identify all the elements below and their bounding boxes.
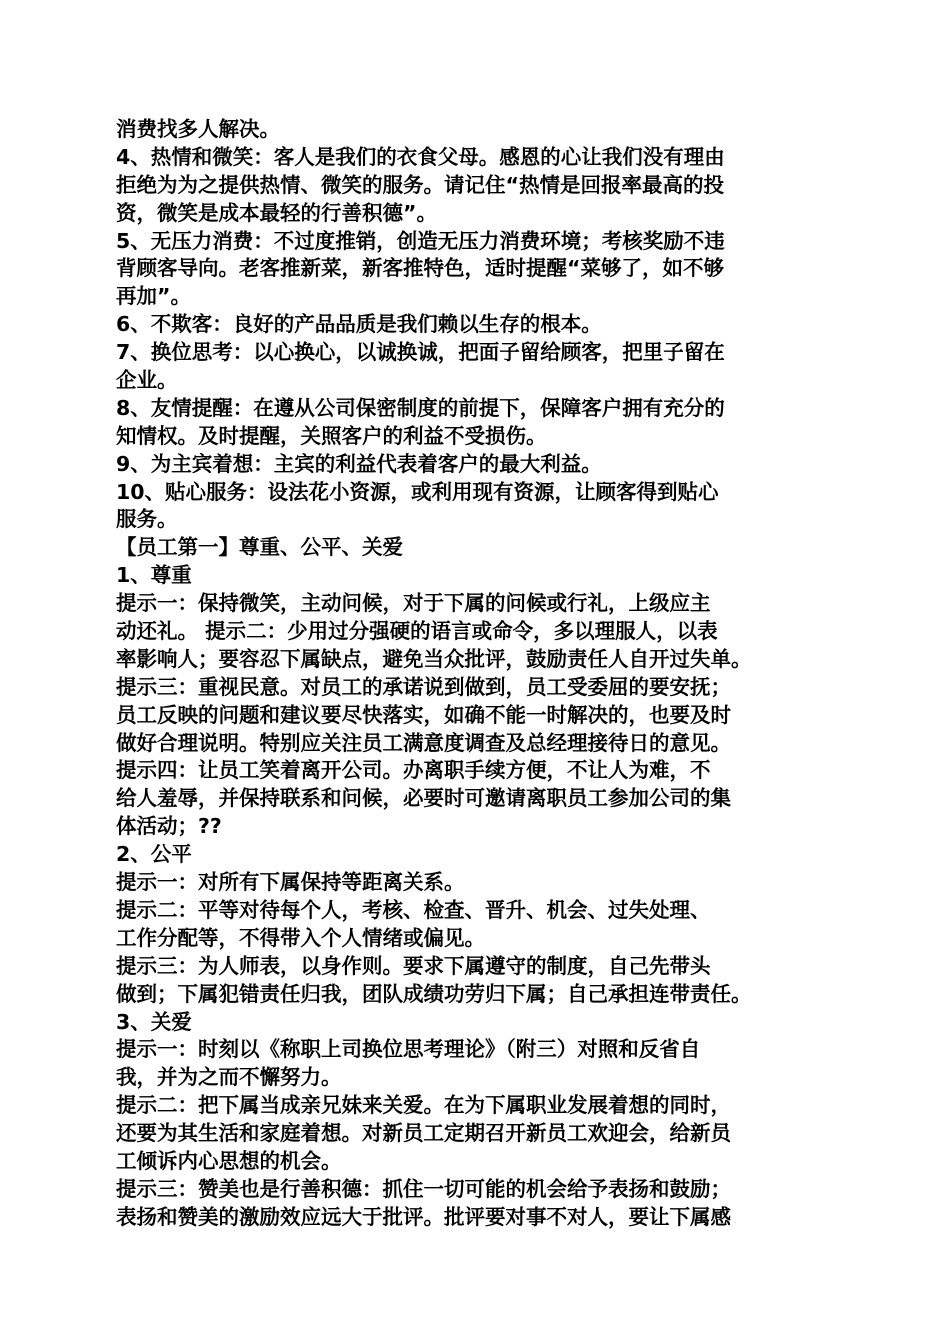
text-line: 拒绝为为之提供热情、微笑的服务。请记住“热情是回报率最高的投 — [116, 172, 724, 197]
text-line: 提示二：把下属当成亲兄妹来关爱。在为下属职业发展着想的同时， — [116, 1093, 731, 1118]
text-line: 4、热情和微笑：客人是我们的衣食父母。感恩的心让我们没有理由 — [116, 144, 725, 169]
text-line: 做好合理说明。特别应关注员工满意度调查及总经理接待日的意见。 — [116, 730, 731, 755]
text-line: 提示三：为人师表，以身作则。要求下属遵守的制度，自己先带头 — [116, 953, 711, 978]
text-line: 还要为其生活和家庭着想。对新员工定期召开新员工欢迎会，给新员 — [116, 1121, 731, 1146]
text-line: 率影响人；要容忍下属缺点，避免当众批评，鼓励责任人自开过失单。 — [116, 646, 752, 671]
text-line: 表扬和赞美的激励效应远大于批评。批评要对事不对人，要让下属感 — [116, 1204, 731, 1229]
document-body — [116, 116, 850, 1232]
text-line: 提示三：重视民意。对员工的承诺说到做到，员工受委屈的要安抚； — [116, 674, 731, 699]
section-heading: 【员工第一】尊重、公平、关爱 — [116, 535, 403, 560]
subsection-heading: 2、公平 — [116, 842, 192, 867]
text-line: 背顾客导向。老客推新菜，新客推特色，适时提醒“菜够了，如不够 — [116, 256, 724, 281]
text-line: 工倾诉内心思想的机会。 — [116, 1148, 342, 1173]
text-line: 给人羞辱，并保持联系和问候，必要时可邀请离职员工参加公司的集 — [116, 786, 731, 811]
text-line: 工作分配等，不得带入个人情绪或偏见。 — [116, 925, 485, 950]
subsection-heading: 1、尊重 — [116, 563, 192, 588]
text-line: 体活动；?? — [116, 814, 222, 839]
text-line: 企业。 — [116, 368, 178, 393]
text-line: 知情权。及时提醒，关照客户的利益不受损伤。 — [116, 423, 547, 448]
text-line: 服务。 — [116, 507, 178, 532]
text-line: 7、换位思考：以心换心，以诚换诚，把面子留给顾客，把里子留在 — [116, 340, 725, 365]
text-line: 资，微笑是成本最轻的行善积德”。 — [116, 200, 437, 225]
text-line: 提示一：保持微笑，主动问候，对于下属的问候或行礼，上级应主 — [116, 591, 711, 616]
text-line: 做到；下属犯错责任归我，团队成绩功劳归下属；自己承担连带责任。 — [116, 981, 752, 1006]
text-line: 9、为主宾着想：主宾的利益代表着客户的最大利益。 — [116, 451, 602, 476]
text-line: 动还礼。 提示二：少用过分强硬的语言或命令，多以理服人，以表 — [116, 619, 718, 644]
text-line: 提示一：对所有下属保持等距离关系。 — [116, 870, 465, 895]
text-line: 再加”。 — [116, 284, 191, 309]
text-line: 提示一：时刻以《称职上司换位思考理论》（附三）对照和反省自 — [116, 1037, 701, 1062]
text-line: 6、不欺客：良好的产品品质是我们赖以生存的根本。 — [116, 312, 602, 337]
text-line: 8、友情提醒：在遵从公司保密制度的前提下，保障客户拥有充分的 — [116, 395, 725, 420]
text-line: 提示二：平等对待每个人，考核、检查、晋升、机会、过失处理、 — [116, 897, 711, 922]
text-line: 员工反映的问题和建议要尽快落实，如确不能一时解决的，也要及时 — [116, 702, 731, 727]
text-line: 5、无压力消费：不过度推销，创造无压力消费环境；考核奖励不违 — [116, 228, 725, 253]
text-line: 提示四：让员工笑着离开公司。办离职手续方便，不让人为难，不 — [116, 758, 711, 783]
text-line: 10、贴心服务：设法花小资源，或利用现有资源，让顾客得到贴心 — [116, 479, 719, 504]
subsection-heading: 3、关爱 — [116, 1009, 192, 1034]
text-line: 消费找多人解决。 — [116, 117, 280, 141]
text-line: 我，并为之而不懈努力。 — [116, 1065, 342, 1090]
text-line: 提示三：赞美也是行善积德：抓住一切可能的机会给予表扬和鼓励； — [116, 1176, 731, 1201]
